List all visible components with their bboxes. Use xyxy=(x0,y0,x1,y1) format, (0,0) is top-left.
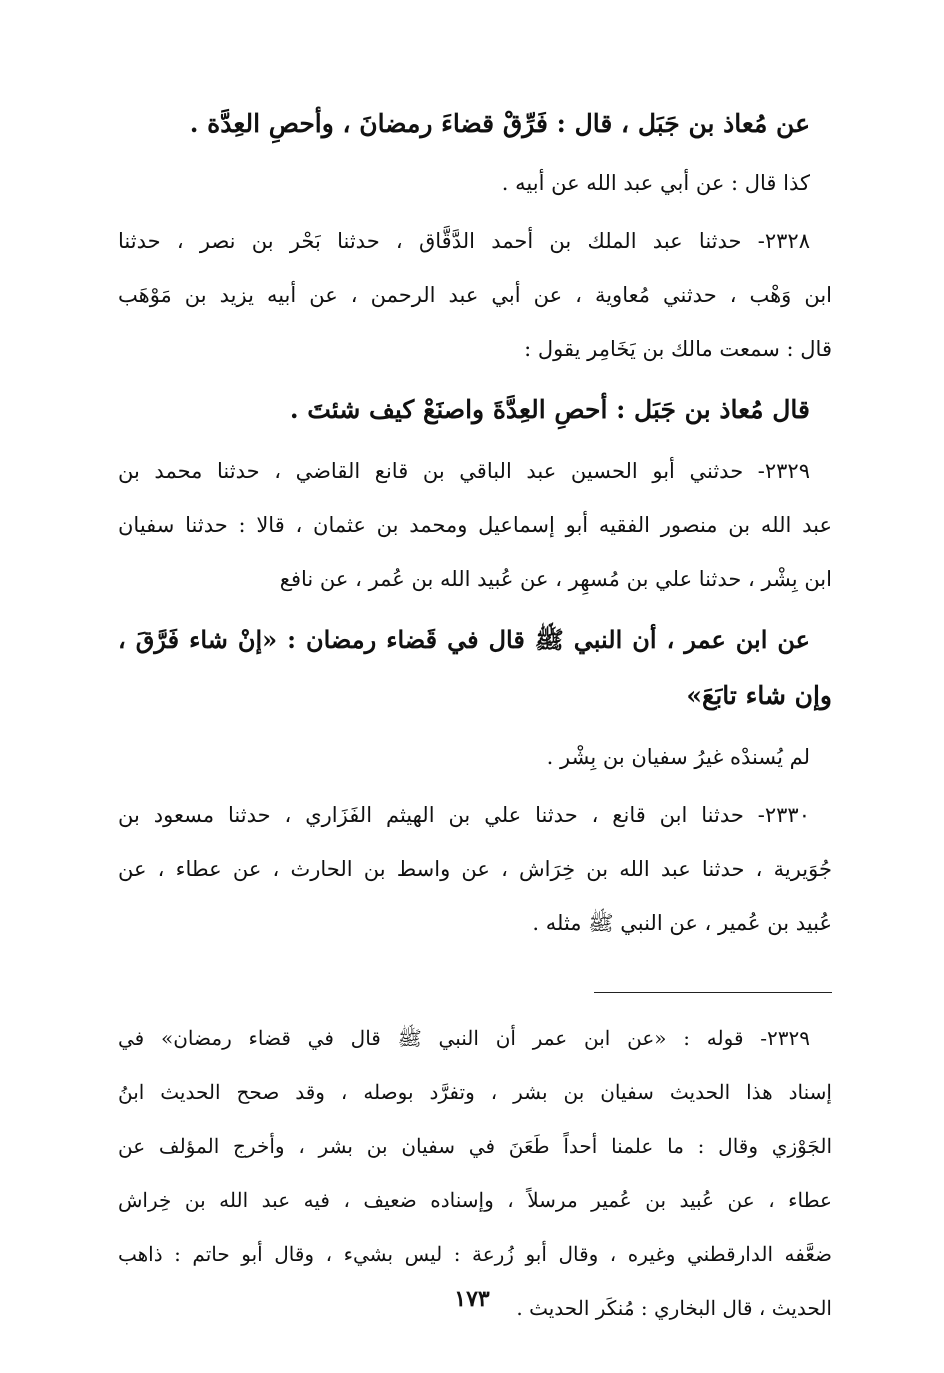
footnote-separator-wrap xyxy=(118,950,832,1011)
hadith-2329-matn xyxy=(118,612,832,724)
hadith-2330 xyxy=(118,788,832,950)
narration-note-2 xyxy=(118,730,832,784)
text-line: ٢٣٣٠- حدثنا ابن قانع ، حدثنا علي بن الهيثم الفَزَاري ، حدثنا مسعود بن xyxy=(118,803,810,827)
text-line: ٢٣٢٨- حدثنا عبد الملك بن أحمد الدَّقَّاق ، حدثنا بَحْر بن نصر ، حدثنا xyxy=(118,229,810,253)
text-line: لم يُسندْه غيرُ سفيان بن بِشْر . xyxy=(546,745,810,769)
text-line: ٢٣٢٩- حدثني أبو الحسين عبد الباقي بن قانع القاضي ، حدثنا محمد بن xyxy=(118,459,810,483)
quote-muadh-1 xyxy=(118,96,832,152)
text-line: ابن وَهْب ، حدثني مُعاوية ، عن أبي عبد الرحمن ، عن أبيه يزيد بن مَوْهَب xyxy=(118,283,832,307)
footnote-line: ٢٣٢٩- قوله : «عن ابن عمر أن النبي ﷺ قال في قضاء رمضان» في xyxy=(118,1026,810,1050)
footnote-line: عطاء ، عن عُبيد بن عُمير مرسلاً ، وإسناده ضعيف ، فيه عبد الله بن خِراش xyxy=(118,1188,832,1212)
footnote-line: الجَوْزي وقال : ما علمنا أحداً طَعَنَ في سفيان بن بشر ، وأخرج المؤلف عن xyxy=(118,1134,832,1158)
page-number: ١٧٣ xyxy=(454,1286,490,1312)
footnote-line: الحديث ، قال البخاري : مُنكَر الحديث . xyxy=(516,1296,832,1320)
text-line: عبد الله بن منصور الفقيه أبو إسماعيل ومحمد بن عثمان ، قالا : حدثنا سفيان xyxy=(118,513,832,537)
text-line: عن مُعاذ بن جَبَل ، قال : فَرِّقْ قضاءَ رمضانَ ، وأحصِ العِدَّة . xyxy=(189,109,810,138)
footnote-line: ضعَّفه الدارقطني وغيره ، وقال أبو زُرعة : ليس بشيء ، وقال أبو حاتم : ذاهب xyxy=(118,1242,832,1266)
text-line: عن ابن عمر ، أن النبي ﷺ قال في قَضاء رمضان : «إنْ شاء فَرَّقَ ، xyxy=(118,625,810,654)
text-line: ابن بِشْر ، حدثنا علي بن مُسهِر ، عن عُبيد الله بن عُمر ، عن نافع xyxy=(279,567,832,591)
footnote-separator xyxy=(594,992,832,993)
quote-muadh-2 xyxy=(118,382,832,438)
hadith-2328-isnad xyxy=(118,214,832,376)
footnote-line: إسناد هذا الحديث سفيان بن بشر ، وتفرَّد بوصله ، وقد صحح الحديث ابنُ xyxy=(118,1080,832,1104)
hadith-2329-isnad xyxy=(118,444,832,606)
narration-note-1 xyxy=(118,156,832,210)
text-line: وإن شاء تابَعَ» xyxy=(686,681,832,710)
text-line: جُوَيرية ، حدثنا عبد الله بن خِرَاش ، عن واسط بن الحارث ، عن عطاء ، عن xyxy=(118,857,832,881)
text-line: قال : سمعت مالك بن يَخَامِر يقول : xyxy=(524,337,832,361)
text-line: قال مُعاذ بن جَبَل : أحصِ العِدَّةَ واصنَعْ كيف شئتَ . xyxy=(289,395,810,424)
text-line: عُبيد بن عُمير ، عن النبي ﷺ مثله . xyxy=(532,911,832,935)
text-line: كذا قال : عن أبي عبد الله عن أبيه . xyxy=(501,171,810,195)
